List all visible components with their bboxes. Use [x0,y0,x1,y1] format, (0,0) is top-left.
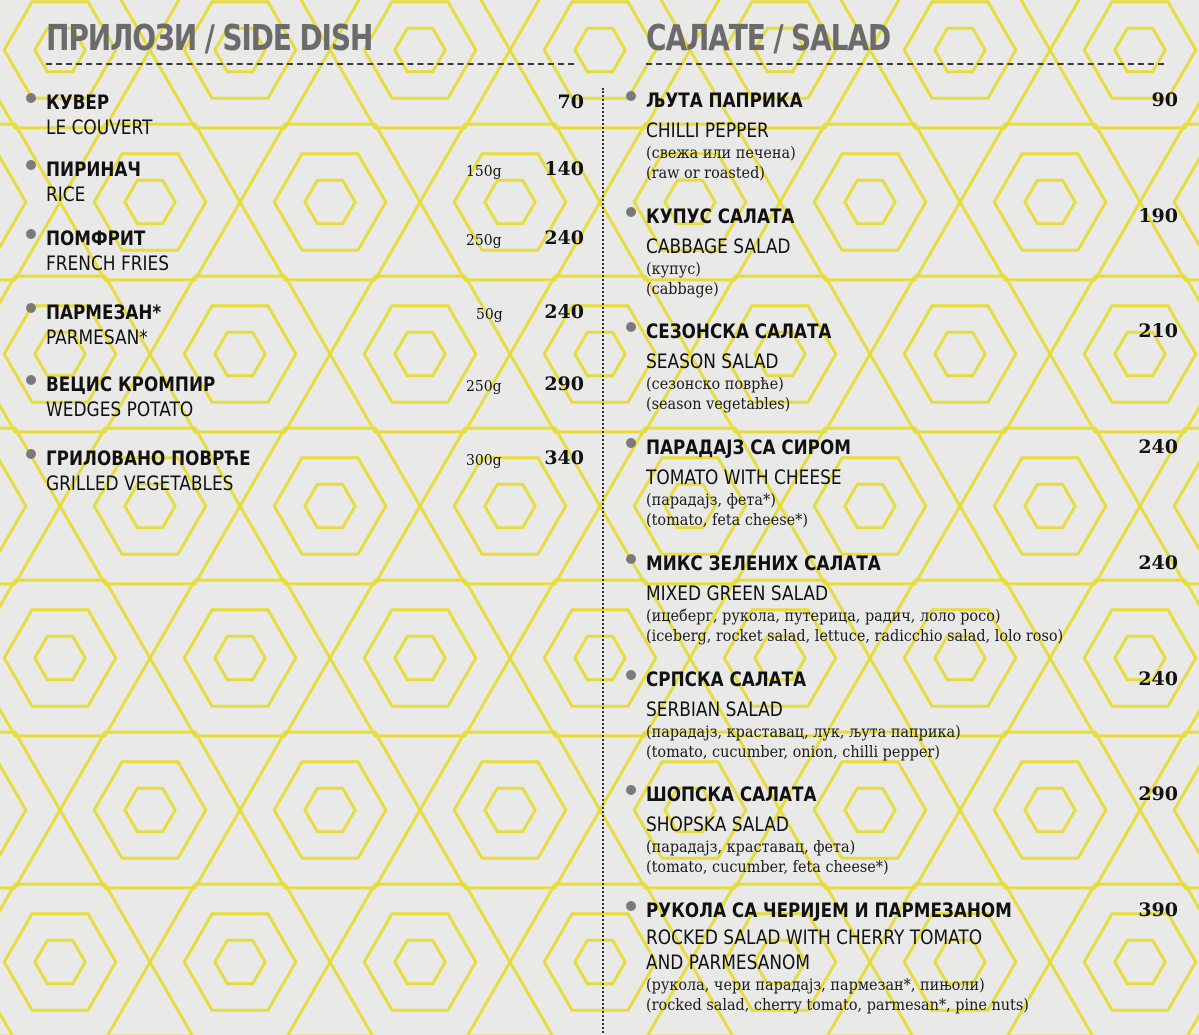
menu-item-french-fries [46,227,586,276]
item-desc-en: (cabbage) [646,280,719,298]
item-name-en: TOMATO WITH CHEESE [646,466,842,489]
item-name-sr: ВЕЦИС КРОМПИР [46,373,216,396]
item-desc-sr: (парадајз, краставац, фета) [646,838,856,856]
item-name-sr: СРПСКА САЛАТА [646,668,807,691]
menu-item-tomato-with-cheese [646,436,1178,530]
item-name-en: GRILLED VEGETABLES [46,472,234,495]
side-dish-title-divider [46,63,574,65]
item-name-sr: ПАРАДАЈЗ СА СИРОМ [646,436,851,459]
item-weight: 50g [476,305,503,323]
item-name-en: ROCKED SALAD WITH CHERRY TOMATO [646,926,983,949]
item-name-en: FRENCH FRIES [46,252,169,275]
salad-title: САЛАТЕ / SALAD [646,18,891,59]
item-name-sr: ЉУТА ПАПРИКА [646,89,803,112]
bullet-icon [26,229,36,239]
item-name-en: RICE [46,183,86,206]
item-price: 340 [544,447,584,469]
bullet-icon [26,303,36,313]
item-price: 240 [544,227,584,249]
item-desc-sr: (парадајз, фета*) [646,491,776,509]
bullet-icon [26,449,36,459]
side-dish-title: ПРИЛОЗИ / SIDE DISH [46,18,373,59]
item-price: 190 [1138,205,1178,227]
item-desc-en: (raw or roasted) [646,164,765,182]
item-weight: 250g [466,231,502,249]
item-desc-sr: (ицеберг, рукола, путерица, радич, лоло росо) [646,607,1001,625]
bullet-icon [626,322,636,332]
menu-item-rice [46,158,586,207]
item-name-sr: КУВЕР [46,91,110,114]
item-desc-en: (iceberg, rocket salad, lettuce, radicchio salad, lolo roso) [646,627,1064,645]
item-name-en: LE COUVERT [46,116,153,139]
item-desc-en: (season vegetables) [646,395,791,413]
bullet-icon [626,91,636,101]
item-price: 290 [544,373,584,395]
item-name-en: MIXED GREEN SALAD [646,582,829,605]
salad-title-divider [646,63,1164,65]
item-price: 390 [1138,899,1178,921]
bullet-icon [626,438,636,448]
item-name-en: WEDGES POTATO [46,398,194,421]
bullet-icon [26,375,36,385]
item-desc-en: (tomato, feta cheese*) [646,511,809,529]
item-name-en: SHOPSKA SALAD [646,813,789,836]
item-price: 70 [557,91,584,113]
item-name-en: SEASON SALAD [646,350,779,373]
menu-item-shopska-salad [646,783,1178,877]
menu-item-rocket-cherry-parmesan [646,899,1178,1015]
item-price: 90 [1151,89,1178,111]
item-name-en: PARMESAN* [46,326,148,349]
item-name-sr: РУКОЛА СА ЧЕРИЈЕМ И ПАРМЕЗАНОМ [646,899,1012,922]
item-name-en-continued: AND PARMESANOM [646,951,811,974]
bullet-icon [626,785,636,795]
menu-item-mixed-green-salad [646,552,1178,646]
item-name-en: CABBAGE SALAD [646,235,791,258]
bullet-icon [626,901,636,911]
item-name-sr: ПИРИНАЧ [46,158,141,181]
bullet-icon [26,160,36,170]
item-name-sr: МИКС ЗЕЛЕНИХ САЛАТА [646,552,881,575]
menu-item-serbian-salad [646,668,1178,762]
item-price: 290 [1138,783,1178,805]
item-name-sr: ГРИЛОВАНО ПОВРЋЕ [46,447,251,470]
column-divider [602,88,604,1033]
item-name-sr: КУПУС САЛАТА [646,205,795,228]
item-desc-sr: (свежа или печена) [646,144,796,162]
bullet-icon [26,93,36,103]
bullet-icon [626,670,636,680]
item-name-en: CHILLI PEPPER [646,119,769,142]
item-name-sr: ПОМФРИТ [46,227,146,250]
item-name-en: SERBIAN SALAD [646,698,783,721]
item-name-sr: СЕЗОНСКА САЛАТА [646,320,832,343]
item-desc-sr: (купус) [646,260,701,278]
item-name-sr: ПАРМЕЗАН* [46,301,162,324]
item-desc-sr: (рукола, чери парадајз, пармезан*, пињоли) [646,976,985,994]
item-desc-en: (tomato, cucumber, onion, chilli pepper) [646,743,940,761]
menu-item-wedges-potato [46,373,586,422]
item-desc-en: (tomato, cucumber, feta cheese*) [646,858,889,876]
menu-item-grilled-vegetables [46,447,586,496]
bullet-icon [626,207,636,217]
item-weight: 250g [466,377,502,395]
item-price: 240 [1138,436,1178,458]
item-price: 240 [1138,668,1178,690]
menu-item-season-salad [646,320,1178,414]
item-desc-en: (rocked salad, cherry tomato, parmesan*, pine nuts) [646,996,1029,1014]
item-price: 210 [1138,320,1178,342]
menu-item-cabbage-salad [646,205,1178,299]
item-name-sr: ШОПСКА САЛАТА [646,783,817,806]
menu-item-couvert [46,91,586,140]
item-price: 240 [544,301,584,323]
item-weight: 300g [466,451,502,469]
item-desc-sr: (сезонско поврће) [646,375,784,393]
item-price: 240 [1138,552,1178,574]
menu-item-parmesan [46,301,586,350]
item-price: 140 [544,158,584,180]
item-desc-sr: (парадајз, краставац, лук, љута паприка) [646,723,961,741]
menu-item-chilli-pepper [646,89,1178,183]
bullet-icon [626,554,636,564]
item-weight: 150g [466,162,502,180]
